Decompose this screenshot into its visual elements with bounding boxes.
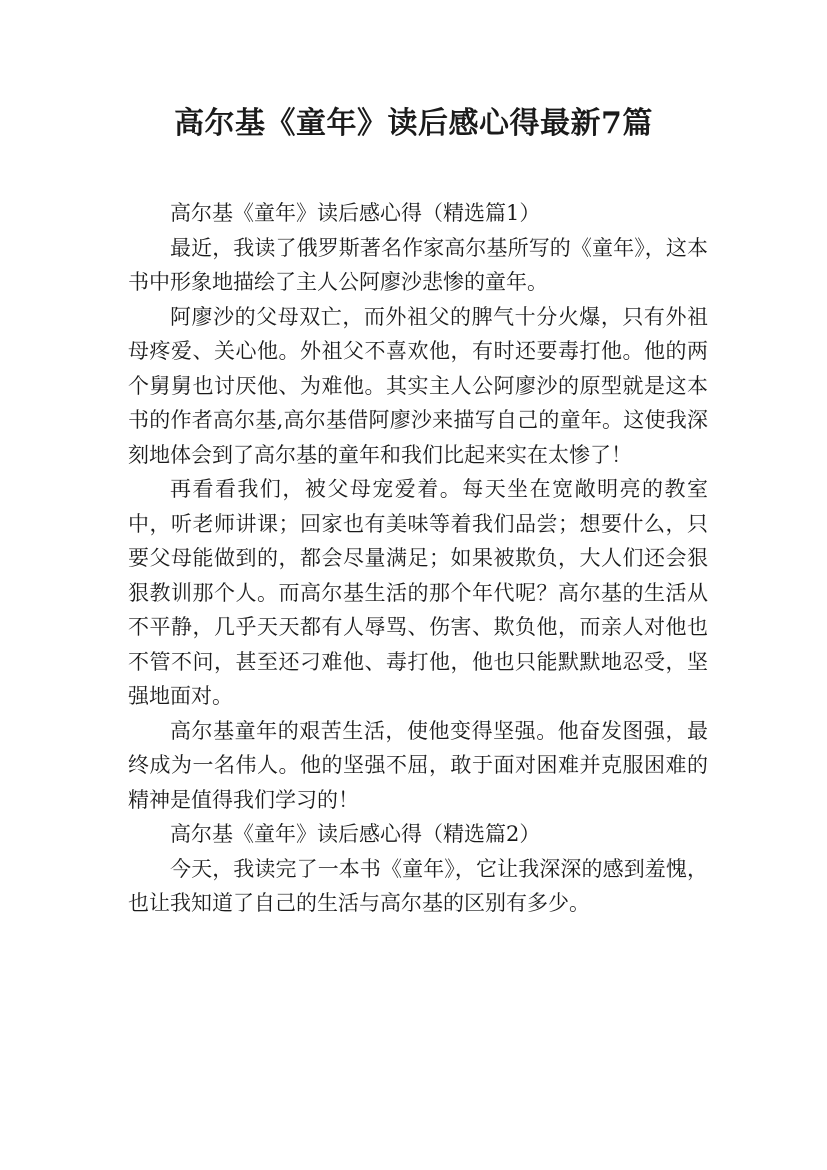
- paragraph: 高尔基童年的艰苦生活，使他变得坚强。他奋发图强，最终成为一名伟人。他的坚强不屈，敢于面对困难并克服困难的精神是值得我们学习的！: [128, 718, 708, 812]
- section-heading: 高尔基《童年》读后感心得（精选篇1）: [170, 201, 541, 225]
- paragraph: 再看看我们，被父母宠爱着。每天坐在宽敞明亮的教室中，听老师讲课；回家也有美味等着我们品尝；想要什么，只要父母能做到的，都会尽量满足；如果被欺负，大人们还会狠狠教训那个人。而高尔基生活的那个年代呢？高尔基的生活从不平静，几乎天天都有人辱骂、伤害、欺负他，而亲人对他也不管不问，甚至还刁难他、毒打他，他也只能默默地忍受，坚强地面对。: [128, 477, 708, 708]
- paragraph: 今天，我读完了一本书《童年》，它让我深深的感到羞愧，也让我知道了自己的生活与高尔基的区别有多少。: [128, 856, 708, 915]
- paragraph: 阿廖沙的父母双亡，而外祖父的脾气十分火爆，只有外祖母疼爱、关心他。外祖父不喜欢他，有时还要毒打他。他的两个舅舅也讨厌他、为难他。其实主人公阿廖沙的原型就是这本书的作者高尔基,高尔基借阿廖沙来描写自己的童年。这使我深刻地体会到了高尔基的童年和我们比起来实在太惨了！: [128, 304, 708, 467]
- document-body: [128, 196, 708, 921]
- section-heading: 高尔基《童年》读后感心得（精选篇2）: [170, 822, 541, 846]
- document-title: 高尔基《童年》读后感心得最新7篇: [174, 106, 653, 141]
- paragraph: 最近，我读了俄罗斯著名作家高尔基所写的《童年》，这本书中形象地描绘了主人公阿廖沙悲惨的童年。: [128, 235, 708, 294]
